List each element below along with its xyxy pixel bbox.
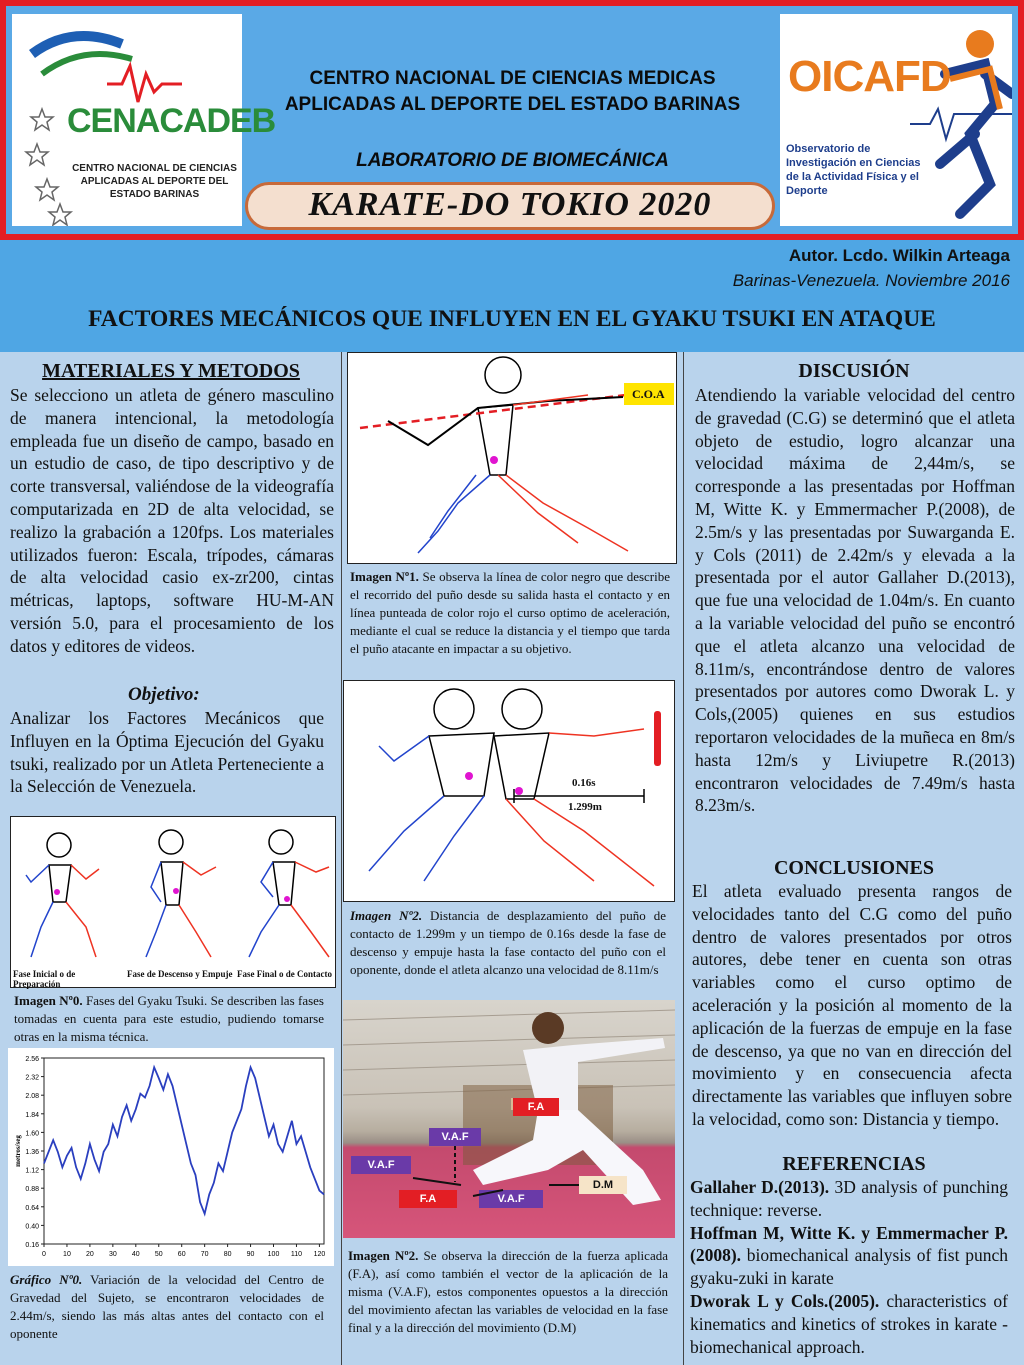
x-tick-label: 60 [177, 1251, 186, 1258]
oicafd-subtitle: Observatorio de Investigación en Ciencias de la Actividad Física y el Deporte [786, 143, 921, 197]
graph-caption-text: Variación de la velocidad del Centro de Gravedad del Sujeto, se encontraron velocidades de 2.44m/s, siendo las más altas antes del contacto con el oponente [10, 1272, 324, 1341]
y-tick-label: 1.84 [25, 1111, 39, 1119]
main-title: FACTORES MECÁNICOS QUE INFLUYEN EN EL GYAKU TSUKI EN ATAQUE [88, 306, 936, 332]
image2-panel [343, 680, 675, 902]
img2a-caption-text: Distancia de desplazamiento del puño de contacto de 1.299m y un tiempo de 0.16s desde la fase de descenso y empuje hasta la fase contacto del puño con el oponente, donde el atleta alcanzo una velocidad de 8.11m/s [350, 908, 666, 977]
fa-tag-bottom: F.A [399, 1190, 457, 1208]
time-label: 0.16s [572, 777, 596, 789]
cenacadeb-logo [12, 14, 276, 226]
phases-panel [10, 816, 336, 988]
references-title: REFERENCIAS [782, 1153, 926, 1175]
image1-panel [347, 352, 677, 564]
velocity-chart-panel [8, 1048, 334, 1266]
y-tick-label: 1.12 [25, 1167, 39, 1175]
y-axis-label: metros/seg [14, 1135, 22, 1167]
discussion-title: DISCUSIÓN [798, 360, 910, 382]
x-tick-label: 50 [154, 1251, 163, 1258]
y-tick-label: 0.88 [25, 1186, 39, 1194]
event-title: KARATE-DO TOKIO 2020 [308, 186, 712, 223]
conclusions-text: El atleta evaluado presenta rangos de velocidades tanto del C.G como del puño dentro de valores presentados por otros autores, debe tener en cuenta son otras variables como el curso optimo de aceleración y la posición al momento de la aplicación de la fuerzas de empuje en la fase de descenso, ya que no van en dirección del movimiento y en consecuencia afecta directamente las variables que influyen sobre la velocidad, como son: Distancia y tiempo. [692, 881, 1012, 1129]
y-tick-label: 2.56 [25, 1056, 39, 1063]
reference-title: 3D analysis of punching technique: reverse. [690, 1177, 1008, 1220]
header-line1: CENTRO NACIONAL DE CIENCIAS MEDICAS [309, 68, 716, 89]
x-tick-label: 40 [131, 1251, 140, 1258]
force-arrows [343, 1000, 675, 1238]
img2a-caption [350, 907, 666, 979]
graph-caption [10, 1271, 324, 1343]
x-tick-label: 120 [313, 1251, 326, 1258]
header-line2: APLICADAS AL DEPORTE DEL ESTADO BARINAS [284, 94, 741, 115]
phases-figure [11, 817, 335, 987]
y-tick-label: 0.40 [25, 1223, 39, 1231]
reference-author: Dworak L y Cols.(2005). [690, 1290, 880, 1311]
materials-title: MATERIALES Y METODOS [42, 360, 300, 382]
reference-item [690, 1176, 1008, 1222]
reference-title: biomechanical analysis of fist punch gyaku-zuki in karate [690, 1245, 1008, 1289]
img0-caption [14, 992, 324, 1046]
graph-caption-bold: Gráfico Nº0. [10, 1272, 83, 1287]
img1-caption-bold: Imagen Nº1. [350, 569, 419, 584]
x-tick-label: 80 [223, 1251, 232, 1258]
author: Autor. Lcdo. Wilkin Arteaga [788, 246, 1010, 265]
x-tick-label: 10 [63, 1251, 71, 1258]
oicafd-logo [780, 14, 1012, 226]
dm-tag: D.M [579, 1176, 627, 1194]
x-tick-label: 70 [200, 1251, 209, 1258]
img0-caption-text: Fases del Gyaku Tsuki. Se describen las fases tomadas en cuenta para este estudio, pudiendo tomarse otras en la misma técnica. [14, 993, 324, 1044]
img2b-caption [348, 1247, 668, 1337]
place-date: Barinas-Venezuela. Noviembre 2016 [732, 271, 1010, 290]
reference-item [690, 1290, 1008, 1358]
karate-photo [343, 1000, 675, 1238]
img2a-caption-bold: Imagen Nº2. [350, 908, 423, 923]
discussion-text: Atendiendo la variable velocidad del centro de gravedad (C.G) se determinó que el atleta objeto de estudio, logro alcanzar una velocidad máxima de 2,44m/s, se corresponde a las presentadas por Hoffman M, Witte K. y Emmermacher P.(2008), de 2.5m/s y las presentadas por Suwarganda E. y Cols (2011) de 2.42m/s y elevada a la presentada por el autor Gallaher D.(2013), que fue una velocidad de 1.04m/s. En cuanto a la variable velocidad del puño se encontró que el atleta alcanzo una velocidad de 8.11m/s, encontrándose dentro de valores presentados por autores como Dworak L. y Cols,(2005) quienes en sus estudios reportaron velocidades de la muñeca en 8m/s hasta 12m/s y Liviupetre R.(2013) encontraron velocidades de 7.49m/s hasta 8.23m/s. [695, 385, 1015, 816]
column-divider-left [341, 352, 342, 1365]
vaf-tag-bottom: V.A.F [479, 1190, 543, 1208]
reference-item [690, 1222, 1008, 1290]
y-tick-label: 0.16 [25, 1242, 39, 1249]
vaf-tag-top: V.A.F [429, 1128, 481, 1146]
oicafd-wordmark: OICAFD [788, 52, 951, 101]
reference-author: Hoffman M, Witte K. y Emmermacher P.(2008). [690, 1222, 1008, 1266]
y-tick-label: 1.36 [25, 1149, 39, 1156]
phase-label-1: Fase Inicial o de Preparación [13, 969, 76, 989]
velocity-series-line [44, 1067, 324, 1213]
img1-caption [350, 568, 670, 658]
conclusions-title: CONCLUSIONES [773, 857, 935, 879]
reference-author: Gallaher D.(2013). [690, 1177, 830, 1197]
img1-caption-text: Se observa la línea de color negro que describe el recorrido del puño desde su salida hasta el contacto y en línea punteada de color rojo el curso optimo de aceleración, mediante el cual se reduce la distancia y el tiempo que tarda el puño atacante en impactar a su objetivo. [350, 569, 670, 656]
lab-title: LABORATORIO DE BIOMECÁNICA [356, 150, 669, 171]
y-tick-label: 1.60 [25, 1130, 39, 1138]
fa-tag-top: F.A [513, 1098, 559, 1116]
x-tick-label: 110 [290, 1251, 303, 1258]
img2b-caption-text: Se observa la dirección de la fuerza aplicada (F.A), así como también el vector de la aplicación de la misma (V.A.F), estos componentes opuestos a la dirección del movimiento afectan las variables de velocidad en la fase final y a la dirección del movimiento (D.M) [348, 1248, 668, 1335]
x-tick-label: 30 [108, 1251, 117, 1258]
column-divider-right [683, 352, 684, 1365]
img0-caption-bold: Imagen Nº0. [14, 993, 83, 1008]
objective-title: Objetivo: [128, 684, 200, 705]
cenacadeb-subtitle: CENTRO NACIONAL DE CIENCIAS APLICADAS AL DEPORTE DEL ESTADO BARINAS [72, 163, 237, 200]
img2b-caption-bold: Imagen Nº2. [348, 1248, 419, 1263]
references-list [690, 1176, 1008, 1358]
x-tick-label: 100 [267, 1251, 280, 1258]
materials-text: Se selecciono un atleta de género masculino de manera intencional, la metodología empleada fue un diseño de campo, basado en un estudio de caso, de tipo descriptivo y de corte transversal, valiéndose de la videografía computarizada en 2D de alta velocidad, se realizo la grabación a 120fps. Los materiales utilizados fueron: Escala, trípodes, cámaras de alta velocidad casio ex-zr200, cintas métricas, laptops, software HU-M-AN versión 5.0, para el procesamiento de los datos y editores de videos. [10, 385, 334, 656]
x-tick-label: 90 [246, 1251, 255, 1258]
x-tick-label: 0 [42, 1251, 46, 1258]
reference-title: characteristics of kinematics and kinetics of strokes in karate -biomechanical approach. [690, 1290, 1009, 1357]
phase-label-2: Fase de Descenso y Empuje [127, 969, 233, 979]
x-tick-label: 20 [86, 1251, 94, 1258]
phase-label-3: Fase Final o de Contacto [237, 969, 332, 979]
y-tick-label: 0.64 [25, 1204, 39, 1212]
vaf-tag-left: V.A.F [351, 1156, 411, 1174]
coa-label: C.O.A [632, 387, 665, 401]
y-tick-label: 2.32 [25, 1074, 39, 1082]
objective-text: Analizar los Factores Mecánicos que Influyen en la Óptima Ejecución del Gyaku tsuki, realizado por un Atleta Perteneciente a la Selección de Venezuela. [10, 708, 324, 797]
y-tick-label: 2.08 [25, 1093, 39, 1101]
distance-label: 1.299m [568, 801, 602, 813]
cenacadeb-wordmark: CENACADEB [67, 102, 276, 140]
velocity-chart [8, 1048, 334, 1266]
